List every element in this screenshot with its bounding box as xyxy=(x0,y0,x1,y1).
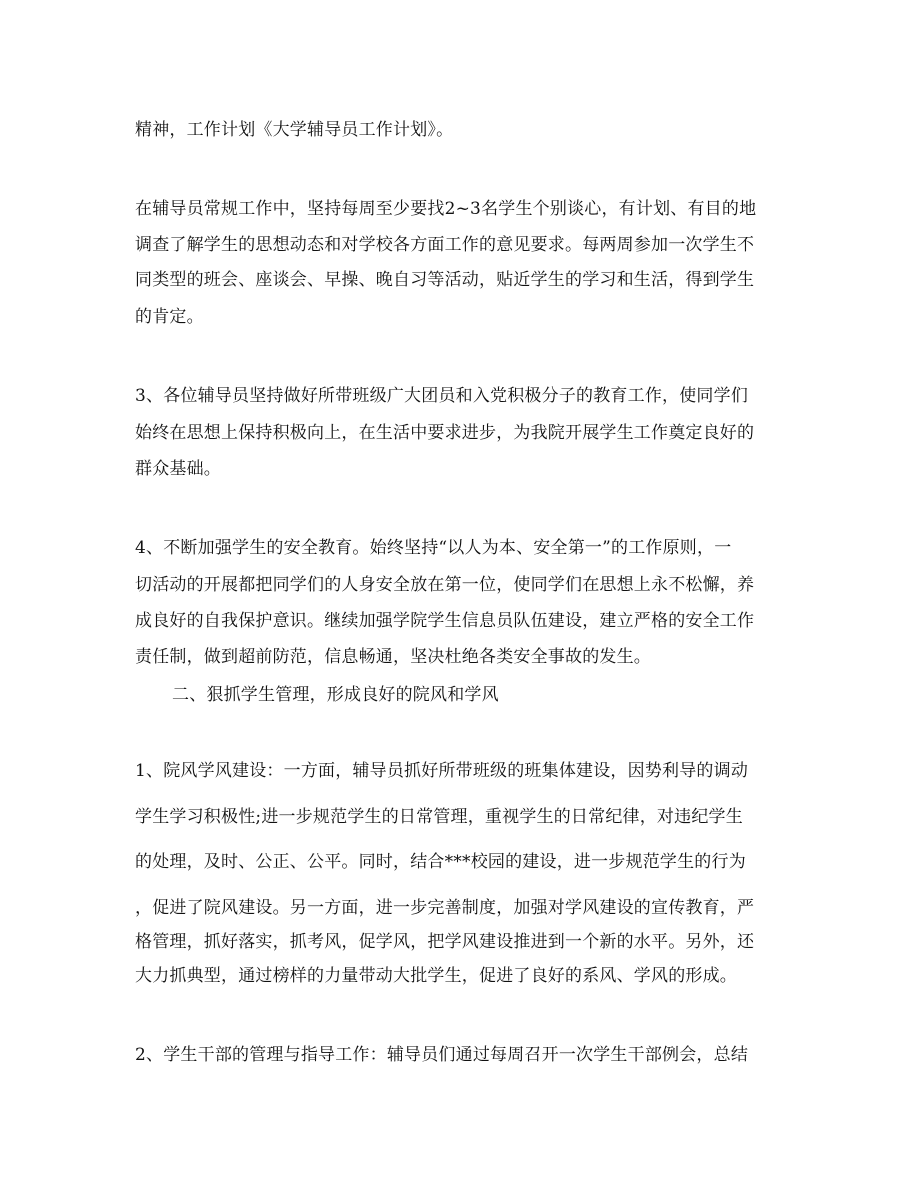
text-line: 的肯定。 xyxy=(135,307,204,327)
text-line: 在辅导员常规工作中，坚持每周至少要找2~3名学生个别谈心，有计划、有目的地 xyxy=(135,199,757,219)
text-line: 责任制，做到超前防范，信息畅通，坚决杜绝各类安全事故的发生。 xyxy=(135,647,651,667)
text-line: 3、各位辅导员坚持做好所带班级广大团员和入党积极分子的教育工作，使同学们 xyxy=(135,386,749,406)
text-line: 学生学习积极性;进一步规范学生的日常管理，重视学生的日常纪律，对违纪学生 xyxy=(135,807,743,827)
text-line: 4、不断加强学生的安全教育。始终坚持“以人为本、安全第一”的工作原则，一 xyxy=(135,538,732,558)
text-line: 始终在思想上保持积极向上，在生活中要求进步，为我院开展学生工作奠定良好的 xyxy=(135,423,755,443)
text-line: 格管理，抓好落实，抓考风，促学风，把学风建设推进到一个新的水平。另外，还 xyxy=(135,932,755,952)
text-line: 大力抓典型，通过榜样的力量带动大批学生，促进了良好的系风、学风的形成。 xyxy=(135,966,737,986)
text-line: 群众基础。 xyxy=(135,459,221,479)
text-line: 成良好的自我保护意识。继续加强学院学生信息员队伍建设，建立严格的安全工作 xyxy=(135,611,755,631)
text-line: 精神，工作计划《大学辅导员工作计划》。 xyxy=(135,120,454,140)
text-line: 的处理，及时、公正、公平。同时，结合***校园的建设，进一步规范学生的行为 xyxy=(135,852,746,872)
text-line: 同类型的班会、座谈会、早操、晚自习等活动，贴近学生的学习和生活，得到学生 xyxy=(135,270,755,290)
text-line: 切活动的开展都把同学们的人身安全放在第一位，使同学们在思想上永不松懈，养 xyxy=(135,575,755,595)
section-heading: 二、狠抓学生管理，形成良好的院风和学风 xyxy=(172,685,499,705)
text-line: ，促进了院风建设。另一方面，进一步完善制度，加强对学风建设的宣传教育，严 xyxy=(135,898,755,918)
text-line: 2、学生干部的管理与指导工作：辅导员们通过每周召开一次学生干部例会，总结 xyxy=(135,1045,749,1065)
text-line: 调查了解学生的思想动态和对学校各方面工作的意见要求。每两周参加一次学生不 xyxy=(135,235,755,255)
text-line: 1、院风学风建设：一方面，辅导员抓好所带班级的班集体建设，因势利导的调动 xyxy=(135,761,749,781)
